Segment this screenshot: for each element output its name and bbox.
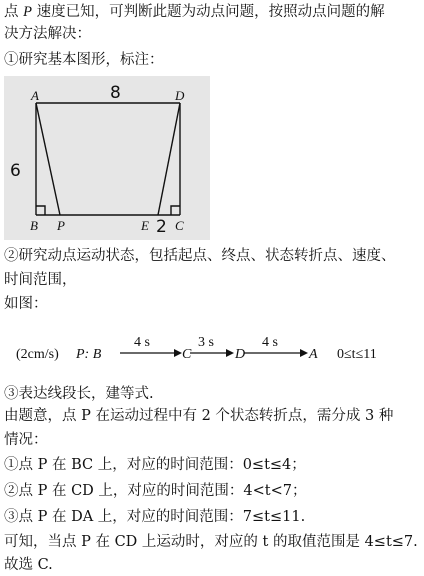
point-D-label: D [175,88,185,103]
flow-point-D: D [235,347,246,362]
case-2: ②点 P 在 CD 上，对应的时间范围：4<t<7； [4,483,307,499]
intro-line-1: 点 P 速度已知，可判断此题为动点问题，按照动点问题的解 [4,4,385,20]
trapezoid-figure [4,76,210,240]
ec-length-label: 2 [156,217,167,237]
flow-point-C: C [182,347,192,362]
flow-range: 0≤t≤11 [337,347,377,362]
step3-line-2: 由题意，点 P 在运动过程中有 2 个状态转折点，需分成 3 种 [4,408,394,424]
step1-label: ①研究基本图形，标注： [4,52,164,68]
step2-line-3: 如图： [4,296,48,312]
point-C-label: C [175,218,184,233]
step2-line-1: ②研究动点运动状态，包括起点、终点、状态转折点、速度、 [4,248,396,264]
step2-line-2: 时间范围， [4,272,77,288]
step3-line-1: ③表达线段长，建等式. [4,386,154,402]
step3-line-3: 情况： [4,432,48,448]
point-A-label: A [31,88,39,103]
flow-start: P: B [76,347,102,362]
left-length-label: 6 [10,161,21,181]
flow-seg2-time: 3 s [198,335,214,350]
point-E-label: E [141,218,149,233]
case-1: ①点 P 在 BC 上，对应的时间范围：0≤t≤4； [4,457,306,473]
case-3: ③点 P 在 DA 上，对应的时间范围：7≤t≤11. [4,509,306,525]
top-length-label: 8 [110,83,121,103]
flow-seg1-time: 4 s [134,335,150,350]
point-B-label: B [30,218,38,233]
point-P-label: P [57,218,65,233]
intro-line-2: 决方法解决： [4,26,91,42]
answer: 故选 C. [4,557,53,573]
conclusion: 可知，当点 P 在 CD 上运动时，对应的 t 的取值范围是 4≤t≤7. [4,534,418,550]
motion-flow-diagram [4,330,424,376]
flow-seg3-time: 4 s [262,335,278,350]
flow-point-A: A [309,347,318,362]
flow-speed: (2cm/s) [16,347,59,362]
